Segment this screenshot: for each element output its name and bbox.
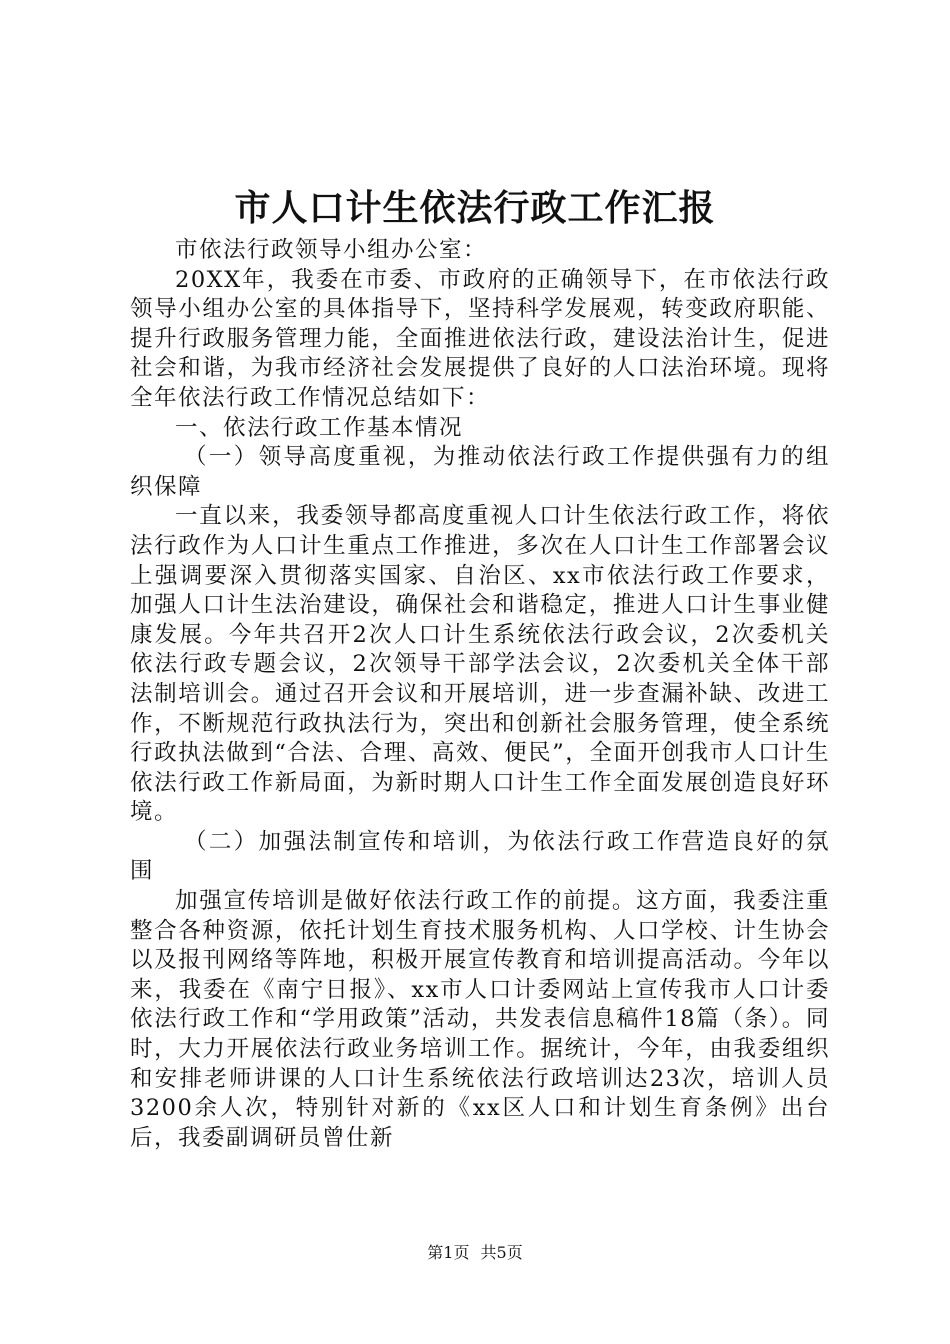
subsection-heading-1: （一）领导高度重视，为推动依法行政工作提供强有力的组织保障 [130,444,830,500]
page-total: 共5页 [480,1243,523,1262]
paragraph-intro: 20XX年，我委在市委、市政府的正确领导下，在市依法行政领导小组办公室的具体指导下，坚持科学发展观，转变政府职能、提升行政服务管理力能，全面推进依法行政，建设法治计生，促进社会和谐，为我市经济社会发展提供了良好的人口法治环境。现将全年依法行政工作情况总结如下： [130,266,830,411]
document-body [130,236,830,1153]
subsection-heading-2: （二）加强法制宣传和培训，为依法行政工作营造良好的氛围 [130,828,830,885]
paragraph-leadership: 一直以来，我委领导都高度重视人口计生依法行政工作，将依法行政作为人口计生重点工作推进，多次在人口计生工作部署会议上强调要深入贯彻落实国家、自治区、xx市依法行政工作要求，加强人口计生法治建设，确保社会和谐稳定，推进人口计生事业健康发展。今年共召开2次人口计生系统依法行政会议，2次委机关依法行政专题会议，2次领导干部学法会议，2次委机关全体干部法制培训会。通过召开会议和开展培训，进一步查漏补缺、改进工作，不断规范行政执法行为，突出和创新社会服务管理，使全系统行政执法做到“合法、合理、高效、便民”，全面开创我市人口计生依法行政工作新局面，为新时期人口计生工作全面发展创造良好环境。 [130,503,830,826]
section-heading-1: 一、依法行政工作基本情况 [175,414,464,441]
document-title: 市人口计生依法行政工作汇报 [234,187,716,229]
salutation: 市依法行政领导小组办公室： [175,237,488,263]
paragraph-publicity: 加强宣传培训是做好依法行政工作的前提。这方面，我委注重整合各种资源，依托计划生育技术服务机构、人口学校、计生协会以及报刊网络等阵地，积极开展宣传教育和培训提高活动。今年以来，我委在《南宁日报》、xx市人口计委网站上宣传我市人口计委依法行政工作和“学用政策”活动，共发表信息稿件18篇（条）。同时，大力开展依法行政业务培训工作。据统计，今年，由我委组织和安排老师讲课的人口计生系统依法行政培训达23次，培训人员3200余人次，特别针对新的《xx区人口和计划生育条例》出台后，我委副调研员曾仕新 [130,888,830,1151]
page-number: 第1页 [427,1243,470,1262]
page-footer [0,1241,950,1265]
